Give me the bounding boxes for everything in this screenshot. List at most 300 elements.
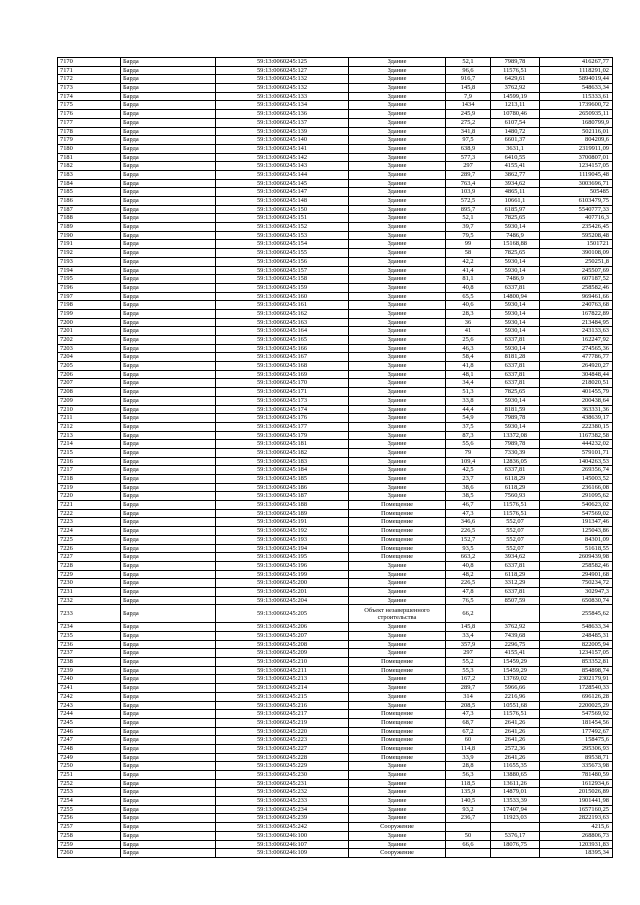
table-row xyxy=(58,84,613,93)
cadastral-value-cell: 4215,6 xyxy=(540,823,613,832)
row-number: 7248 xyxy=(58,744,121,753)
table-row xyxy=(58,153,613,162)
row-number: 7215 xyxy=(58,448,121,457)
object-type-cell: Здание xyxy=(349,466,446,475)
unit-value-cell: 7825,65 xyxy=(491,214,540,223)
area-cell: 46,7 xyxy=(446,501,491,510)
cadastral-number-cell: 59:13:0060245:160 xyxy=(216,292,349,301)
locality-cell: Барда xyxy=(121,144,216,153)
area-cell: 28,8 xyxy=(446,762,491,771)
row-number: 7195 xyxy=(58,275,121,284)
unit-value-cell: 552,07 xyxy=(491,544,540,553)
table-row xyxy=(58,170,613,179)
area-cell: 236,7 xyxy=(446,814,491,823)
object-type-cell: Помещение xyxy=(349,753,446,762)
unit-value-cell: 6337,81 xyxy=(491,336,540,345)
object-type-cell: Здание xyxy=(349,440,446,449)
table-row xyxy=(58,640,613,649)
object-type-cell: Помещение xyxy=(349,501,446,510)
cadastral-value-cell: 2822193,63 xyxy=(540,814,613,823)
area-cell: 76,5 xyxy=(446,596,491,605)
cadastral-value-cell: 6103479,75 xyxy=(540,197,613,206)
object-type-cell: Здание xyxy=(349,318,446,327)
unit-value-cell: 5930,14 xyxy=(491,309,540,318)
unit-value-cell: 13769,02 xyxy=(491,675,540,684)
area-cell: 58 xyxy=(446,249,491,258)
object-type-cell: Здание xyxy=(349,649,446,658)
cadastral-value-cell: 2319911,09 xyxy=(540,144,613,153)
unit-value-cell: 2641,26 xyxy=(491,736,540,745)
area-cell: 44,4 xyxy=(446,405,491,414)
cadastral-value-cell: 248485,31 xyxy=(540,632,613,641)
area-cell: 42,5 xyxy=(446,466,491,475)
area-cell: 46,3 xyxy=(446,344,491,353)
cadastral-value-cell: 438639,17 xyxy=(540,414,613,423)
cadastral-value-cell: 1680799,9 xyxy=(540,118,613,127)
unit-value-cell: 7825,65 xyxy=(491,388,540,397)
area-cell: 50 xyxy=(446,831,491,840)
cadastral-number-cell: 59:13:0060245:156 xyxy=(216,257,349,266)
cadastral-value-cell: 750234,72 xyxy=(540,579,613,588)
cadastral-value-cell: 1739600,72 xyxy=(540,101,613,110)
row-number: 7225 xyxy=(58,535,121,544)
unit-value-cell: 7486,9 xyxy=(491,231,540,240)
cadastral-value-cell: 1119045,48 xyxy=(540,170,613,179)
locality-cell: Барда xyxy=(121,249,216,258)
cadastral-value-cell: 1657160,25 xyxy=(540,805,613,814)
table-row xyxy=(58,110,613,119)
object-type-cell: Здание xyxy=(349,214,446,223)
object-type-cell: Здание xyxy=(349,771,446,780)
cadastral-number-cell: 59:13:0060245:150 xyxy=(216,205,349,214)
area-cell: 40,6 xyxy=(446,301,491,310)
row-number: 7193 xyxy=(58,257,121,266)
row-number: 7235 xyxy=(58,632,121,641)
cadastral-value-cell: 269356,74 xyxy=(540,466,613,475)
row-number: 7191 xyxy=(58,240,121,249)
unit-value-cell: 10551,68 xyxy=(491,701,540,710)
unit-value-cell: 3862,77 xyxy=(491,170,540,179)
table-row xyxy=(58,266,613,275)
unit-value-cell: 5930,14 xyxy=(491,318,540,327)
cadastral-number-cell: 59:13:0060245:188 xyxy=(216,501,349,510)
area-cell: 87,3 xyxy=(446,431,491,440)
locality-cell: Барда xyxy=(121,753,216,762)
object-type-cell: Здание xyxy=(349,840,446,849)
object-type-cell: Здание xyxy=(349,275,446,284)
area-cell: 895,7 xyxy=(446,205,491,214)
locality-cell: Барда xyxy=(121,327,216,336)
object-type-cell: Здание xyxy=(349,379,446,388)
unit-value-cell: 11576,51 xyxy=(491,66,540,75)
unit-value-cell: 8181,28 xyxy=(491,353,540,362)
row-number: 7229 xyxy=(58,570,121,579)
object-type-cell: Здание xyxy=(349,797,446,806)
unit-value-cell: 10661,1 xyxy=(491,197,540,206)
row-number: 7180 xyxy=(58,144,121,153)
cadastral-number-cell: 59:13:0060245:211 xyxy=(216,666,349,675)
row-number: 7256 xyxy=(58,814,121,823)
area-cell: 763,4 xyxy=(446,179,491,188)
table-row xyxy=(58,205,613,214)
table-row xyxy=(58,823,613,832)
unit-value-cell: 3934,62 xyxy=(491,553,540,562)
cadastral-number-cell: 59:13:0060245:171 xyxy=(216,388,349,397)
locality-cell: Барда xyxy=(121,466,216,475)
table-row xyxy=(58,483,613,492)
area-cell: 55,2 xyxy=(446,658,491,667)
locality-cell: Барда xyxy=(121,153,216,162)
locality-cell: Барда xyxy=(121,414,216,423)
cadastral-number-cell: 59:13:0060245:174 xyxy=(216,405,349,414)
cadastral-number-cell: 59:13:0060245:170 xyxy=(216,379,349,388)
object-type-cell: Здание xyxy=(349,448,446,457)
cadastral-number-cell: 59:13:0060245:209 xyxy=(216,649,349,658)
area-cell: 167,2 xyxy=(446,675,491,684)
locality-cell: Барда xyxy=(121,814,216,823)
object-type-cell: Здание xyxy=(349,684,446,693)
cadastral-number-cell: 59:13:0060245:169 xyxy=(216,370,349,379)
cadastral-number-cell: 59:13:0060245:151 xyxy=(216,214,349,223)
cadastral-value-cell: 258582,46 xyxy=(540,283,613,292)
table-row xyxy=(58,466,613,475)
locality-cell: Барда xyxy=(121,205,216,214)
cadastral-value-cell: 1728540,33 xyxy=(540,684,613,693)
table-row xyxy=(58,509,613,518)
cadastral-value-cell: 2302179,91 xyxy=(540,675,613,684)
locality-cell: Барда xyxy=(121,579,216,588)
row-number: 7170 xyxy=(58,58,121,67)
cadastral-value-cell: 235426,45 xyxy=(540,223,613,232)
row-number: 7228 xyxy=(58,561,121,570)
unit-value-cell: 1480,72 xyxy=(491,127,540,136)
row-number: 7239 xyxy=(58,666,121,675)
unit-value-cell: 5376,17 xyxy=(491,831,540,840)
unit-value-cell: 5930,14 xyxy=(491,266,540,275)
locality-cell: Барда xyxy=(121,388,216,397)
row-number: 7245 xyxy=(58,718,121,727)
locality-cell: Барда xyxy=(121,275,216,284)
cadastral-value-cell: 390108,09 xyxy=(540,249,613,258)
locality-cell: Барда xyxy=(121,379,216,388)
locality-cell: Барда xyxy=(121,762,216,771)
unit-value-cell: 2641,26 xyxy=(491,727,540,736)
table-row xyxy=(58,501,613,510)
table-row xyxy=(58,240,613,249)
table-row xyxy=(58,344,613,353)
unit-value-cell: 6337,81 xyxy=(491,283,540,292)
locality-cell: Барда xyxy=(121,396,216,405)
table-row xyxy=(58,362,613,371)
row-number: 7241 xyxy=(58,684,121,693)
object-type-cell: Здание xyxy=(349,101,446,110)
table-row xyxy=(58,353,613,362)
unit-value-cell: 6410,55 xyxy=(491,153,540,162)
area-cell: 28,3 xyxy=(446,309,491,318)
area-cell: 33,9 xyxy=(446,753,491,762)
unit-value-cell: 7560,93 xyxy=(491,492,540,501)
object-type-cell: Здание xyxy=(349,701,446,710)
area-cell: 65,5 xyxy=(446,292,491,301)
registry-table-body xyxy=(58,58,613,858)
object-type-cell: Здание xyxy=(349,431,446,440)
object-type-cell: Здание xyxy=(349,75,446,84)
row-number: 7218 xyxy=(58,475,121,484)
cadastral-number-cell: 59:13:0060245:199 xyxy=(216,570,349,579)
row-number: 7252 xyxy=(58,779,121,788)
table-row xyxy=(58,379,613,388)
locality-cell: Барда xyxy=(121,518,216,527)
cadastral-value-cell: 18395,34 xyxy=(540,849,613,858)
row-number: 7222 xyxy=(58,509,121,518)
area-cell: 47,3 xyxy=(446,710,491,719)
row-number: 7234 xyxy=(58,623,121,632)
row-number: 7220 xyxy=(58,492,121,501)
cadastral-number-cell: 59:13:0060245:229 xyxy=(216,762,349,771)
table-row xyxy=(58,814,613,823)
area-cell: 66,2 xyxy=(446,605,491,623)
locality-cell: Барда xyxy=(121,640,216,649)
object-type-cell: Здание xyxy=(349,283,446,292)
cadastral-value-cell: 255845,62 xyxy=(540,605,613,623)
object-type-cell: Здание xyxy=(349,805,446,814)
row-number: 7247 xyxy=(58,736,121,745)
cadastral-number-cell: 59:13:0060245:231 xyxy=(216,779,349,788)
locality-cell: Барда xyxy=(121,118,216,127)
locality-cell: Барда xyxy=(121,831,216,840)
cadastral-number-cell: 59:13:0060245:183 xyxy=(216,457,349,466)
row-number: 7255 xyxy=(58,805,121,814)
cadastral-number-cell: 59:13:0060245:157 xyxy=(216,266,349,275)
area-cell: 41,8 xyxy=(446,362,491,371)
cadastral-value-cell: 302947,3 xyxy=(540,587,613,596)
area-cell: 81,1 xyxy=(446,275,491,284)
cadastral-value-cell: 2200025,29 xyxy=(540,701,613,710)
area-cell xyxy=(446,823,491,832)
area-cell: 33,4 xyxy=(446,632,491,641)
table-row xyxy=(58,249,613,258)
cadastral-value-cell: 1234157,05 xyxy=(540,162,613,171)
unit-value-cell: 552,07 xyxy=(491,535,540,544)
unit-value-cell: 7486,9 xyxy=(491,275,540,284)
cadastral-number-cell: 59:13:0060245:179 xyxy=(216,431,349,440)
cadastral-number-cell: 59:13:0060245:213 xyxy=(216,675,349,684)
locality-cell: Барда xyxy=(121,92,216,101)
locality-cell: Барда xyxy=(121,797,216,806)
object-type-cell: Здание xyxy=(349,762,446,771)
cadastral-value-cell: 607187,52 xyxy=(540,275,613,284)
table-row xyxy=(58,127,613,136)
locality-cell: Барда xyxy=(121,127,216,136)
area-cell: 40,8 xyxy=(446,283,491,292)
object-type-cell: Здание xyxy=(349,188,446,197)
row-number: 7183 xyxy=(58,170,121,179)
table-row xyxy=(58,831,613,840)
locality-cell: Барда xyxy=(121,170,216,179)
cadastral-value-cell: 181454,56 xyxy=(540,718,613,727)
row-number: 7178 xyxy=(58,127,121,136)
cadastral-number-cell: 59:13:0060245:161 xyxy=(216,301,349,310)
locality-cell: Барда xyxy=(121,535,216,544)
locality-cell: Барда xyxy=(121,75,216,84)
row-number: 7187 xyxy=(58,205,121,214)
locality-cell: Барда xyxy=(121,110,216,119)
cadastral-value-cell: 853352,81 xyxy=(540,658,613,667)
row-number: 7199 xyxy=(58,309,121,318)
cadastral-value-cell: 177492,67 xyxy=(540,727,613,736)
unit-value-cell: 3762,92 xyxy=(491,623,540,632)
cadastral-number-cell: 59:13:0060245:206 xyxy=(216,623,349,632)
cadastral-value-cell: 2609439,98 xyxy=(540,553,613,562)
area-cell: 638,9 xyxy=(446,144,491,153)
cadastral-value-cell: 401455,79 xyxy=(540,388,613,397)
row-number: 7203 xyxy=(58,344,121,353)
object-type-cell: Здание xyxy=(349,492,446,501)
area-cell: 572,5 xyxy=(446,197,491,206)
area-cell: 33,8 xyxy=(446,396,491,405)
cadastral-value-cell: 547569,02 xyxy=(540,509,613,518)
area-cell: 56,3 xyxy=(446,771,491,780)
cadastral-number-cell: 59:13:0060245:145 xyxy=(216,179,349,188)
locality-cell: Барда xyxy=(121,283,216,292)
table-row xyxy=(58,75,613,84)
table-row xyxy=(58,744,613,753)
unit-value-cell: 7825,65 xyxy=(491,249,540,258)
row-number: 7231 xyxy=(58,587,121,596)
cadastral-number-cell: 59:13:0060245:185 xyxy=(216,475,349,484)
area-cell: 66,6 xyxy=(446,840,491,849)
object-type-cell: Здание xyxy=(349,396,446,405)
unit-value-cell xyxy=(491,823,540,832)
cadastral-value-cell: 822005,94 xyxy=(540,640,613,649)
cadastral-number-cell: 59:13:0060245:219 xyxy=(216,718,349,727)
table-row xyxy=(58,214,613,223)
object-type-cell: Здание xyxy=(349,336,446,345)
cadastral-number-cell: 59:13:0060245:200 xyxy=(216,579,349,588)
locality-cell: Барда xyxy=(121,431,216,440)
locality-cell: Барда xyxy=(121,623,216,632)
table-row xyxy=(58,370,613,379)
object-type-cell: Здание xyxy=(349,153,446,162)
row-number: 7217 xyxy=(58,466,121,475)
cadastral-number-cell: 59:13:0060245:201 xyxy=(216,587,349,596)
unit-value-cell: 2641,26 xyxy=(491,718,540,727)
row-number: 7246 xyxy=(58,727,121,736)
unit-value-cell: 7989,78 xyxy=(491,58,540,67)
row-number: 7200 xyxy=(58,318,121,327)
cadastral-value-cell: 162247,92 xyxy=(540,336,613,345)
object-type-cell: Помещение xyxy=(349,518,446,527)
row-number: 7205 xyxy=(58,362,121,371)
object-type-cell: Помещение xyxy=(349,535,446,544)
unit-value-cell: 15459,29 xyxy=(491,666,540,675)
table-row xyxy=(58,475,613,484)
locality-cell: Барда xyxy=(121,849,216,858)
unit-value-cell: 5930,14 xyxy=(491,344,540,353)
locality-cell: Барда xyxy=(121,736,216,745)
table-row xyxy=(58,570,613,579)
unit-value-cell: 6337,81 xyxy=(491,466,540,475)
object-type-cell: Здание xyxy=(349,344,446,353)
row-number: 7258 xyxy=(58,831,121,840)
area-cell: 226,5 xyxy=(446,579,491,588)
cadastral-value-cell: 236166,08 xyxy=(540,483,613,492)
object-type-cell: Здание xyxy=(349,240,446,249)
cadastral-value-cell: 1901441,98 xyxy=(540,797,613,806)
cadastral-number-cell: 59:13:0060245:227 xyxy=(216,744,349,753)
row-number: 7190 xyxy=(58,231,121,240)
object-type-cell: Здание xyxy=(349,370,446,379)
row-number: 7224 xyxy=(58,527,121,536)
cadastral-value-cell: 1167382,58 xyxy=(540,431,613,440)
cadastral-value-cell: 1203931,83 xyxy=(540,840,613,849)
cadastral-number-cell: 59:13:0060245:139 xyxy=(216,127,349,136)
object-type-cell: Здание xyxy=(349,457,446,466)
cadastral-value-cell: 335673,98 xyxy=(540,762,613,771)
unit-value-cell: 552,07 xyxy=(491,527,540,536)
row-number: 7232 xyxy=(58,596,121,605)
object-type-cell: Помещение xyxy=(349,544,446,553)
row-number: 7237 xyxy=(58,649,121,658)
object-type-cell: Здание xyxy=(349,110,446,119)
locality-cell: Барда xyxy=(121,475,216,484)
cadastral-number-cell: 59:13:0060245:159 xyxy=(216,283,349,292)
cadastral-number-cell: 59:13:0060245:143 xyxy=(216,162,349,171)
row-number: 7242 xyxy=(58,692,121,701)
unit-value-cell: 3762,92 xyxy=(491,84,540,93)
locality-cell: Барда xyxy=(121,553,216,562)
table-row xyxy=(58,422,613,431)
cadastral-number-cell: 59:13:0060245:184 xyxy=(216,466,349,475)
cadastral-number-cell: 59:13:0060245:140 xyxy=(216,136,349,145)
area-cell: 1434 xyxy=(446,101,491,110)
cadastral-number-cell: 59:13:0060246:107 xyxy=(216,840,349,849)
table-row xyxy=(58,544,613,553)
table-row xyxy=(58,805,613,814)
table-row xyxy=(58,283,613,292)
locality-cell: Барда xyxy=(121,710,216,719)
row-number: 7202 xyxy=(58,336,121,345)
cadastral-value-cell: 1404263,53 xyxy=(540,457,613,466)
table-row xyxy=(58,718,613,727)
cadastral-value-cell: 264920,27 xyxy=(540,362,613,371)
locality-cell: Барда xyxy=(121,788,216,797)
object-type-cell: Здание xyxy=(349,136,446,145)
object-type-cell: Здание xyxy=(349,475,446,484)
object-type-cell: Здание xyxy=(349,144,446,153)
table-row xyxy=(58,257,613,266)
table-row xyxy=(58,58,613,67)
registry-table xyxy=(57,57,613,858)
table-row xyxy=(58,66,613,75)
table-row xyxy=(58,396,613,405)
area-cell: 145,8 xyxy=(446,623,491,632)
table-row xyxy=(58,136,613,145)
area-cell: 41 xyxy=(446,327,491,336)
object-type-cell: Здание xyxy=(349,231,446,240)
unit-value-cell: 18076,75 xyxy=(491,840,540,849)
locality-cell: Барда xyxy=(121,483,216,492)
unit-value-cell: 5930,14 xyxy=(491,422,540,431)
table-row xyxy=(58,710,613,719)
cadastral-value-cell: 51618,55 xyxy=(540,544,613,553)
table-row xyxy=(58,405,613,414)
cadastral-number-cell: 59:13:0060245:194 xyxy=(216,544,349,553)
object-type-cell: Здание xyxy=(349,327,446,336)
object-type-cell: Здание xyxy=(349,632,446,641)
unit-value-cell: 5930,14 xyxy=(491,301,540,310)
cadastral-value-cell: 240763,68 xyxy=(540,301,613,310)
